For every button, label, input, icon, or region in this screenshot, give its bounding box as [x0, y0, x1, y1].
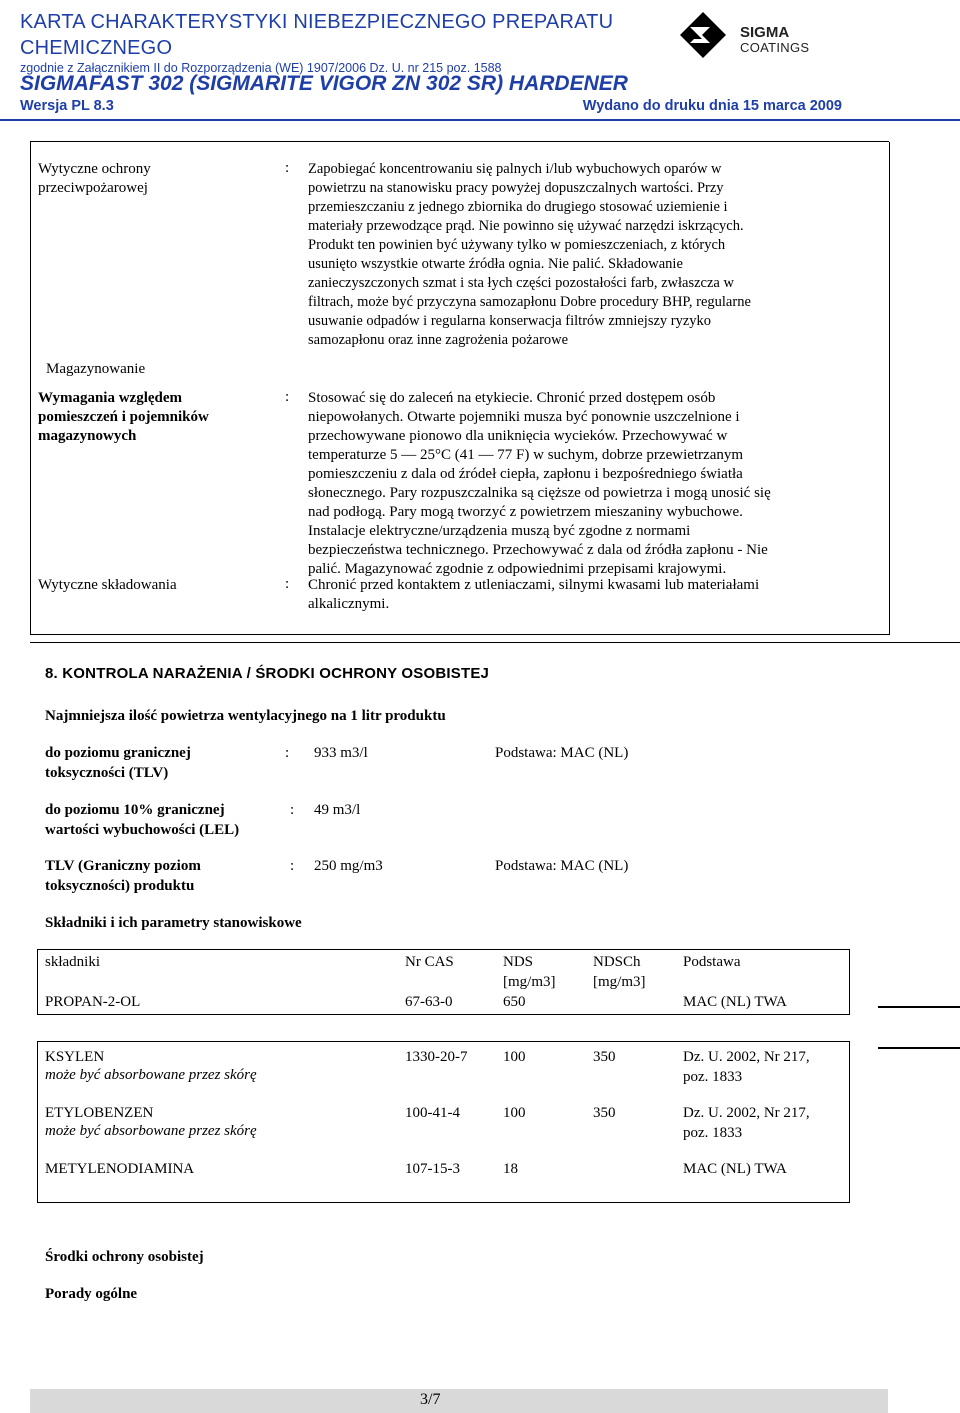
text-line: słonecznego. Pary rozpuszczalnika są cięższe od powietrza i mogą unosić się: [308, 485, 771, 501]
section8-divider: [30, 642, 960, 643]
lel-label-line-2: wartości wybuchowości (LEL): [45, 822, 240, 838]
row-basis-line-2: poz. 1833: [683, 1125, 743, 1141]
row-note: może być absorbowane przez skórę: [45, 1123, 257, 1139]
colon: :: [285, 389, 290, 405]
logo-text-coatings: COATINGS: [740, 40, 810, 55]
lel-label-line-1: do poziomu 10% granicznej: [45, 802, 225, 818]
tlvp-label-line-2: toksyczności) produktu: [45, 878, 195, 894]
row-cas: 107-15-3: [405, 1161, 460, 1177]
text-line: Stosować się do zaleceń na etykiecie. Chronić przed dostępem osób: [308, 390, 716, 406]
ndsch-header-line-1: NDSCh: [593, 954, 641, 970]
req-label-line-3: magazynowych: [38, 428, 137, 444]
regulation-reference: zgodnie z Załącznikiem II do Rozporządzenia (WE) 1907/2006 Dz. U. nr 215 poz. 1588: [20, 61, 502, 75]
row-basis: [683, 1047, 810, 1087]
table-header-cas: Nr CAS: [405, 954, 454, 970]
row-nds: 100: [503, 1049, 526, 1065]
nds-header-line-1: NDS: [503, 954, 534, 970]
ventilation-heading: Najmniejsza ilość powietrza wentylacyjnego na 1 litr produktu: [45, 708, 446, 724]
colon: :: [285, 745, 290, 761]
version-label: Wersja PL 8.3: [20, 98, 114, 114]
tlv-product-basis: Podstawa: MAC (NL): [495, 858, 629, 874]
fire-label-line-1: Wytyczne ochrony: [38, 161, 151, 177]
text-line: filtrach, może być przyczyna samozapłonu Dobre procedury BHP, regularne: [308, 294, 751, 310]
text-line: usunięto wszystkie otwarte źródła ognia. Nie palić. Składowanie: [308, 256, 683, 272]
storage-heading: Magazynowanie: [46, 361, 146, 377]
text-line: Instalacje elektryczne/urządzenia muszą być zgodne z normami: [308, 523, 691, 539]
row-nds: 18: [503, 1161, 518, 1177]
tlv-product-label: [45, 856, 201, 896]
row-basis-line-2: poz. 1833: [683, 1069, 743, 1085]
row-cas: 67-63-0: [405, 994, 453, 1010]
text-line: pomieszczeniu z dala od źródeł ciepła, zapłonu i bezpośredniego światła: [308, 466, 743, 482]
text-line: Produkt ten powinien być używany tylko w pomieszczeniach, z których: [308, 237, 726, 253]
section8-heading: 8. KONTROLA NARAŻENIA / ŚRODKI OCHRONY OSOBISTEJ: [45, 665, 490, 682]
row-basis: MAC (NL) TWA: [683, 994, 787, 1010]
text-line: Chronić przed kontaktem z utleniaczami, silnymi kwasami lub materiałami: [308, 577, 760, 593]
text-line: samozapłonu oraz inne zagrożenia pożarowe: [308, 332, 569, 348]
row-ndsch: 350: [593, 1049, 616, 1065]
row-ndsch: 350: [593, 1105, 616, 1121]
row-name: ETYLOBENZEN: [45, 1105, 154, 1121]
lel-value: 49 m3/l: [314, 802, 361, 818]
logo-text-sigma: SIGMA: [740, 24, 790, 41]
general-advice-heading: Porady ogólne: [45, 1286, 138, 1302]
margin-rule: [878, 1006, 960, 1008]
tlv-basis: Podstawa: MAC (NL): [495, 745, 629, 761]
text-line: palić. Magazynować zgodnie z odpowiednimi przepisami krajowymi.: [308, 561, 727, 577]
tlv-value: 933 m3/l: [314, 745, 368, 761]
row-name: PROPAN-2-OL: [45, 994, 141, 1010]
page-number: 3/7: [420, 1391, 441, 1408]
page-footer-bar: [30, 1389, 888, 1413]
document-title: [20, 9, 680, 61]
text-line: bezpieczeństwa technicznego. Przechowywać z dala od źródła zapłonu - Nie: [308, 542, 768, 558]
ppe-heading: Środki ochrony osobistej: [45, 1249, 204, 1265]
tlvp-label-line-1: TLV (Graniczny poziom: [45, 858, 201, 874]
text-line: powietrzu na stanowisku pracy powyżej dopuszczalnych wartości. Przy: [308, 180, 724, 196]
row-nds: 100: [503, 1105, 526, 1121]
req-label-line-2: pomieszczeń i pojemników: [38, 409, 209, 425]
text-line: przemieszczaniu z jednego zbiornika do drugiego stosować uziemienie i: [308, 199, 728, 215]
fire-label-line-2: przeciwpożarowej: [38, 180, 148, 196]
nds-header-line-2: [mg/m3]: [503, 974, 556, 990]
components-heading: Składniki i ich parametry stanowiskowe: [45, 915, 302, 931]
row-cas: 1330-20-7: [405, 1049, 468, 1065]
title-line-1: KARTA CHARAKTERYSTYKI NIEBEZPIECZNEGO PREPARATU: [20, 11, 614, 33]
row-basis-line-1: Dz. U. 2002, Nr 217,: [683, 1105, 810, 1121]
text-line: zanieczyszczonych szmat i sta łych części pozostałości farb, zwłaszcza w: [308, 275, 734, 291]
row-cas: 100-41-4: [405, 1105, 460, 1121]
row-basis: MAC (NL) TWA: [683, 1161, 787, 1177]
row-basis: [683, 1103, 810, 1143]
text-line: nad podłogą. Pary mogą tworzyć z powietrzem mieszaniny wybuchowe.: [308, 504, 743, 520]
text-line: alkalicznymi.: [308, 596, 390, 612]
table-header-nds: [503, 952, 556, 992]
header-divider: [0, 119, 960, 121]
table-header-name: składniki: [45, 954, 100, 970]
row-basis-line-1: Dz. U. 2002, Nr 217,: [683, 1049, 810, 1065]
ndsch-header-line-2: [mg/m3]: [593, 974, 646, 990]
req-label-line-1: Wymagania względem: [38, 390, 183, 406]
tlv-label: [45, 743, 191, 783]
text-line: materiały przewodzące prąd. Nie powinno się używać narzędzi iskrzących.: [308, 218, 744, 234]
colon: :: [290, 802, 295, 818]
fire-protection-text: [308, 160, 828, 350]
fire-protection-label: [38, 160, 151, 198]
text-line: niepowołanych. Otwarte pojemniki musza być ponownie uszczelnione i: [308, 409, 740, 425]
colon: :: [285, 160, 290, 176]
text-line: Zapobiegać koncentrowaniu się palnych i/lub wybuchowych oparów w: [308, 161, 722, 177]
text-line: przechowywane pionowo dla uniknięcia wycieków. Przechowywać w: [308, 428, 728, 444]
row-name: METYLENODIAMINA: [45, 1161, 195, 1177]
title-line-2: CHEMICZNEGO: [20, 37, 173, 59]
table-header-basis: Podstawa: [683, 954, 741, 970]
table-header-ndsch: [593, 952, 646, 992]
tlv-label-line-2: toksyczności (TLV): [45, 765, 169, 781]
text-line: usuwanie odpadów i regularna konserwacja filtrów zmniejszy ryzyko: [308, 313, 712, 329]
row-name: KSYLEN: [45, 1049, 105, 1065]
storage-requirements-text: [308, 389, 828, 579]
tlv-product-value: 250 mg/m3: [314, 858, 383, 874]
product-name: SIGMAFAST 302 (SIGMARITE VIGOR ZN 302 SR) HARDENER: [20, 72, 628, 95]
text-line: temperaturze 5 — 25°C (41 — 77 F) w suchym, dobrze przewietrzanym: [308, 447, 744, 463]
storage-guidelines-label: Wytyczne składowania: [38, 577, 177, 593]
colon: :: [290, 858, 295, 874]
storage-requirements-label: [38, 389, 209, 446]
row-note: może być absorbowane przez skórę: [45, 1067, 257, 1083]
colon: :: [285, 576, 290, 592]
tlv-label-line-1: do poziomu granicznej: [45, 745, 191, 761]
storage-guidelines-text: [308, 576, 828, 614]
lel-label: [45, 800, 239, 840]
margin-rule: [878, 1047, 960, 1049]
row-nds: 650: [503, 994, 526, 1010]
print-date: Wydano do druku dnia 15 marca 2009: [582, 98, 842, 114]
